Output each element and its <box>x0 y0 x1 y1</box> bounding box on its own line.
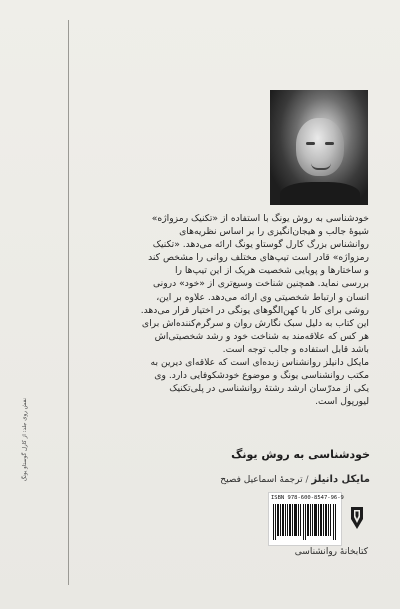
barcode-label <box>268 492 342 546</box>
description-line: رمزواژه» قادر است تیپ‌های مختلف روانی را مشخص کند <box>148 252 369 264</box>
description-line: روشی برای کار با کهن‌الگوهای یونگی در اختیار قرار می‌دهد. <box>140 304 369 316</box>
description-line: شیوهٔ جالب و هیجان‌انگیزی را بر اساس نظریه‌های <box>179 226 369 238</box>
description-line: مکتب روانشناسی یونگ و موضوع خودشکوفایی دارد. وی <box>154 370 369 382</box>
description-line: باشد قابل استفاده و جالب توجه است. <box>222 343 369 355</box>
description-line: این کتاب به دلیل سبک نگارش روان و سرگرم‌کننده‌اش برای <box>141 317 369 329</box>
description-line: هر کس که علاقه‌مند به شناخت خود و رشد شخصیتی‌اش <box>154 330 369 342</box>
book-description <box>88 212 369 408</box>
barcode-icon <box>273 504 337 542</box>
isbn-text: ISBN 978-600-8547-96-9 <box>271 495 344 501</box>
author-collar <box>280 182 360 205</box>
author-eye-left <box>306 142 315 145</box>
translator-name: ترجمهٔ اسماعیل فصیح <box>220 475 303 485</box>
description-line: خودشناسی به روش یونگ با استفاده از «تکنیک رمزواژه» <box>151 213 369 224</box>
author-eye-right <box>325 142 334 145</box>
book-title: خودشناسی به روش یونگ <box>231 448 370 461</box>
description-line: انسان و ارتباط شخصیتی وی ارائه می‌دهد. علاوه بر این، <box>156 291 369 303</box>
spine-note: نقش روی جلد: از کارل گوستاو یونگ <box>22 398 28 482</box>
author-translator-line <box>168 474 370 485</box>
description-line: مایکل دانیلز روانشناس زبده‌ای است که علاقه‌ای دیرین به <box>150 357 369 369</box>
description-line: یکی از مدرّسان ارشد رشتهٔ روانشناسی در پلی‌تکنیک <box>169 383 369 395</box>
series-label: کتابخانهٔ روانشناسی <box>294 547 368 557</box>
author-photo <box>270 90 368 205</box>
description-line: و ساختارها و پویایی شخصیت هریک از این تیپ‌ها را <box>174 265 369 277</box>
spine-divider-line <box>68 20 69 585</box>
description-line: بررسی نماید. همچنین شناخت وسیع‌تری از «خود» درونی <box>153 278 369 290</box>
author-name: مایکل دانیلز <box>311 474 370 485</box>
publisher-logo-icon <box>349 505 365 531</box>
author-separator: / <box>305 475 309 485</box>
description-line: روانشناس بزرگ کارل گوستاو یونگ ارائه می‌دهد. «تکنیک <box>152 239 369 251</box>
description-line: لیورپول است. <box>315 396 369 408</box>
